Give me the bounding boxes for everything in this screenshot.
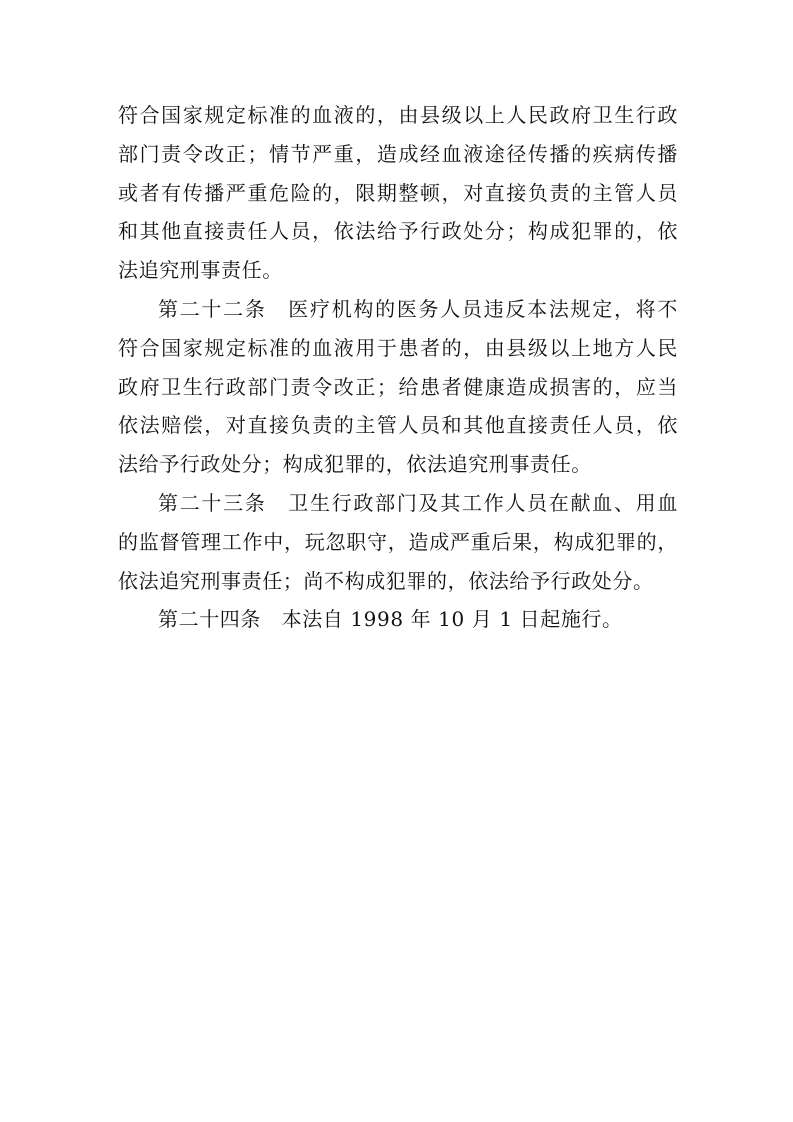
text-line-5: 法追究刑事责任。 bbox=[118, 258, 283, 283]
text-line-1: 符合国家规定标准的血液的，由县级以上人民政府卫生行政 bbox=[118, 103, 678, 127]
text-line-12: 的监督管理工作中，玩忽职守，造成严重后果，构成犯罪的， bbox=[118, 529, 678, 554]
article-24-line: 第二十四条 本法自 1998 年 10 月 1 日起施行。 bbox=[158, 607, 623, 632]
article-22-heading-line: 第二十二条 医疗机构的医务人员违反本法规定，将不 bbox=[158, 296, 678, 321]
text-line-7: 符合国家规定标准的血液用于患者的，由县级以上地方人民 bbox=[118, 335, 678, 360]
body-text bbox=[118, 96, 678, 639]
text-line-2: 部门责令改正；情节严重，造成经血液途径传播的疾病传播 bbox=[118, 141, 678, 166]
text-line-8: 政府卫生行政部门责令改正；给患者健康造成损害的，应当 bbox=[118, 374, 678, 399]
article-23-heading-line: 第二十三条 卫生行政部门及其工作人员在献血、用血 bbox=[158, 490, 678, 515]
text-line-3: 或者有传播严重危险的，限期整顿，对直接负责的主管人员 bbox=[118, 180, 678, 205]
text-line-10: 法给予行政处分；构成犯罪的，依法追究刑事责任。 bbox=[118, 452, 592, 477]
text-line-9: 依法赔偿，对直接负责的主管人员和其他直接责任人员，依 bbox=[118, 413, 678, 438]
text-line-4: 和其他直接责任人员，依法给予行政处分；构成犯罪的，依 bbox=[118, 219, 678, 244]
text-line-13: 依法追究刑事责任；尚不构成犯罪的，依法给予行政处分。 bbox=[118, 568, 654, 593]
